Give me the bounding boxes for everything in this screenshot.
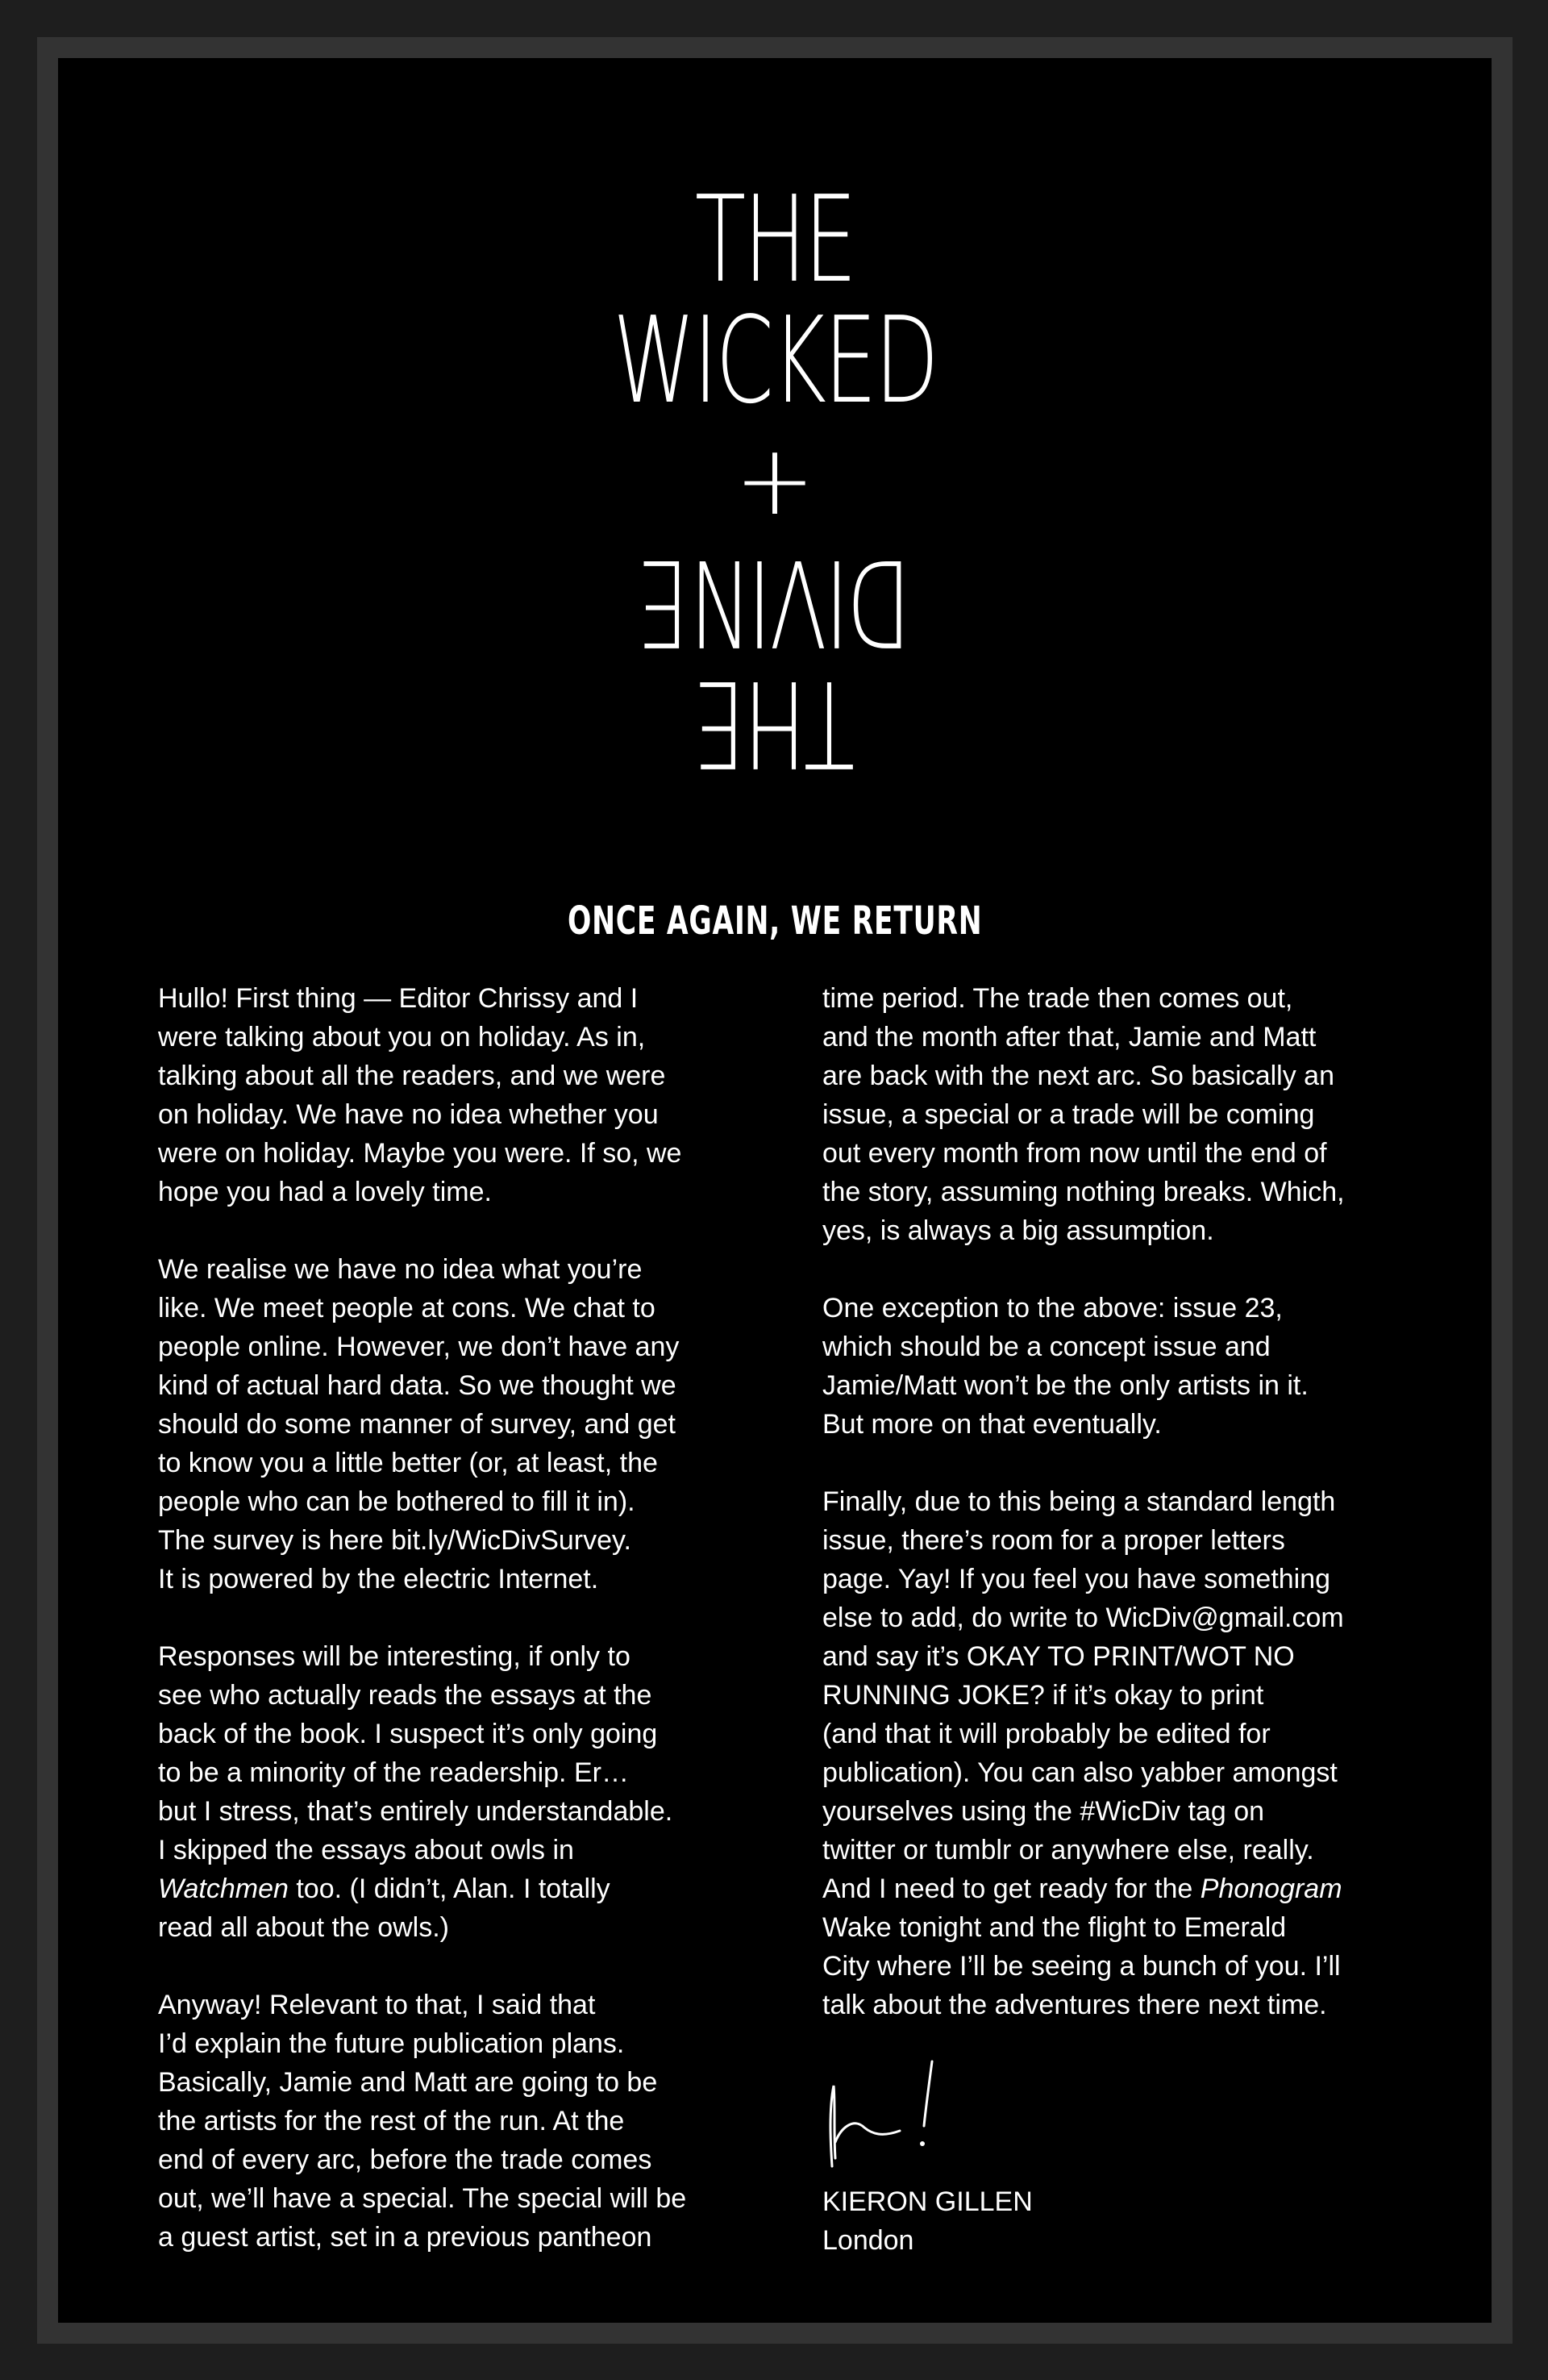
title-logo	[58, 170, 1492, 793]
paragraph: time period. The trade then comes out, and the month after that, Jamie and Matt are back with the next arc. So basically an issue, a special or a trade will be coming out every month from now until the end of the story, assuming nothing breaks. Which, yes, is always a big assumption.	[822, 983, 1345, 1246]
paragraph: Anyway! Relevant to that, I said that I’d explain the future publication plans. Basically, Jamie and Matt are going to be the artists for the rest of the run. At the end of every arc, before the trade comes out, we’ll have a special. The special will be a guest artist, set in a previous pantheon	[158, 1990, 687, 2253]
italic-title-phonogram: Phonogram	[1200, 1874, 1342, 1904]
article-subtitle	[58, 898, 1492, 944]
paragraph-text: Wake tonight and the flight to Emerald City where I’ll be seeing a bunch of you. I’ll talk about the adventures there next time.	[822, 1912, 1341, 2020]
paragraph: One exception to the above: issue 23, which should be a concept issue and Jamie/Matt won’t be the only artists in it. But more on that eventually.	[822, 1293, 1309, 1440]
italic-title-watchmen: Watchmen	[158, 1874, 289, 1904]
handwritten-signature	[822, 2053, 951, 2182]
paragraph: We realise we have no idea what you’re like. We meet people at cons. We chat to people online. However, we don’t have any kind of actual hard data. So we thought we should do some manner of survey, and get to know you a little better (or, at least, the people who can be bothered to fill it in). The survey is here bit.ly/WicDivSurvey. It is powered by the electric Internet.	[158, 1254, 680, 1594]
logo-the-inverted: THE	[694, 654, 855, 793]
logo-wicked: WICKED	[613, 291, 937, 430]
text-column-left	[158, 979, 803, 2295]
paragraph	[158, 1637, 803, 1947]
logo-plus: +	[734, 425, 816, 537]
page-panel	[58, 58, 1492, 2323]
logo-the-top: THE	[694, 170, 855, 309]
paragraph	[822, 1482, 1467, 2024]
paragraph-text: Responses will be interesting, if only to see who actually reads the essays at the back of the book. I suspect it’s only going to be a minority of the readership. Er… but I stress, that’s entirely understandable. I skipped the essays about owls in	[158, 1641, 673, 1865]
page-border	[37, 37, 1513, 2344]
paragraph: Hullo! First thing — Editor Chrissy and I were talking about you on holiday. As in, talking about all the readers, and we were on holiday. We have no idea whether you were on holiday. Maybe you were. If so, we hope you had a lovely time.	[158, 983, 682, 1207]
author-location: London	[822, 2225, 914, 2256]
logo-divine-inverted: DIVINE	[639, 533, 911, 672]
author-name: KIERON GILLEN	[822, 2186, 1033, 2217]
text-column-right	[822, 979, 1467, 2260]
paragraph-text: too. (I didn’t, Alan. I totally read all about the owls.)	[158, 1874, 610, 1943]
paragraph-text: Finally, due to this being a standard length issue, there’s room for a proper letters page. Yay! If you feel you have something else to add, do write to WicDiv@gmail.com and say it’s OKAY TO PRINT/WOT NO RUNNING JOKE? if it’s okay to print (and that it will probably be edited for publication). You can also yabber amongst yourselves using the #WicDiv tag on twitter or tumblr or anywhere else, really. And I need to get ready for the	[822, 1486, 1344, 1904]
subtitle-text: ONCE AGAIN, WE RETURN	[567, 898, 983, 944]
